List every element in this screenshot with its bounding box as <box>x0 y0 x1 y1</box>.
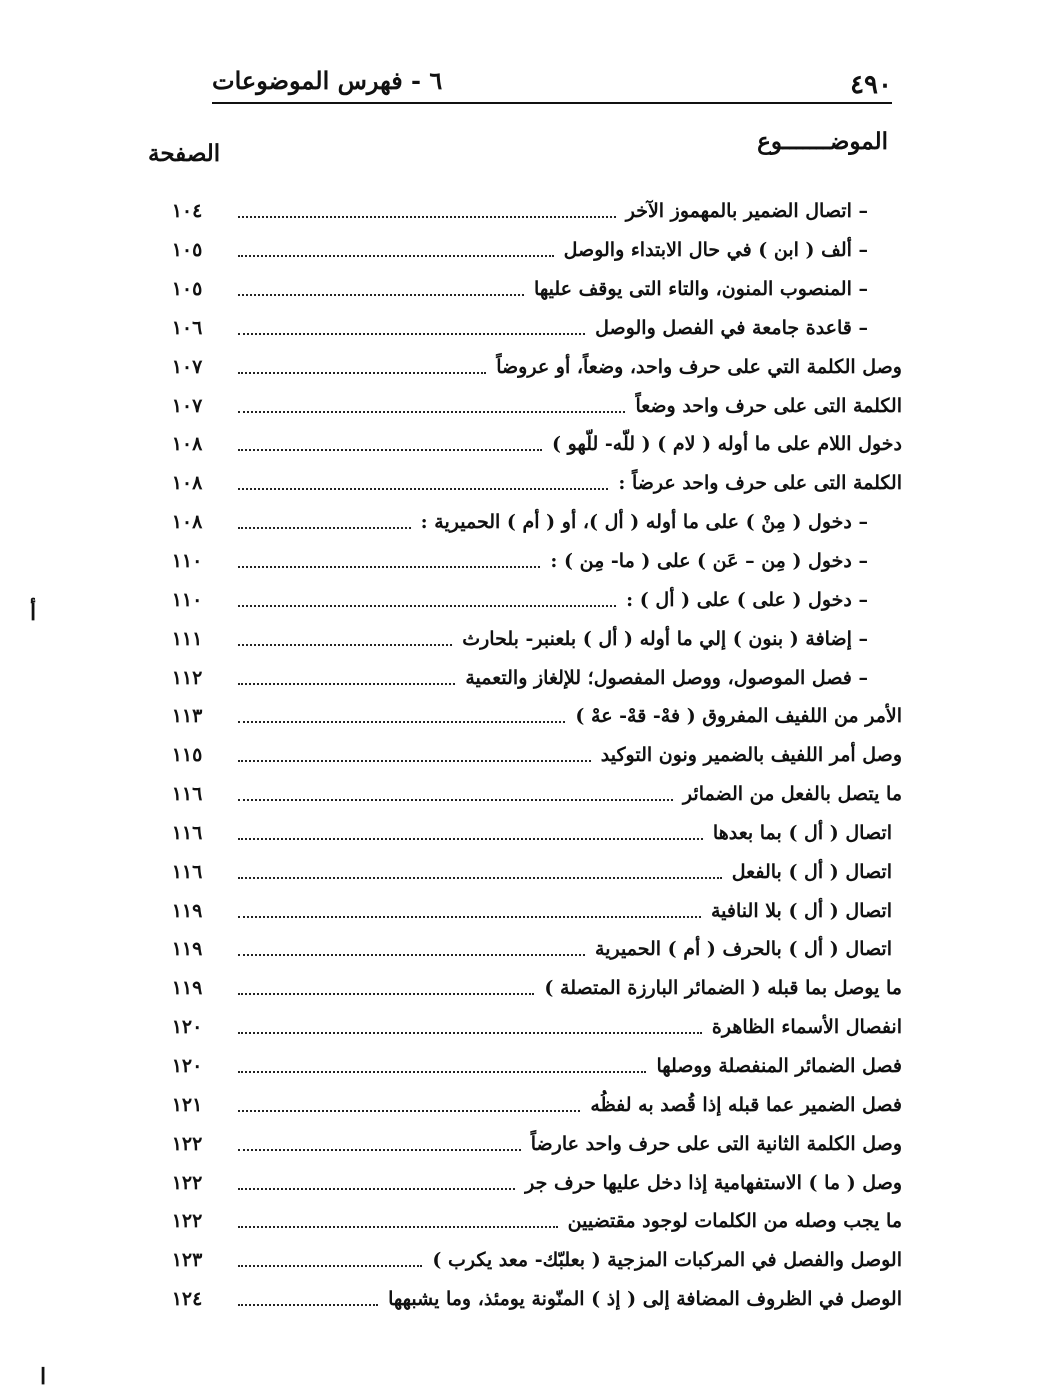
dot-leader <box>238 877 722 879</box>
dot-leader <box>238 799 673 801</box>
toc-entry <box>150 542 902 581</box>
toc-entry <box>150 775 902 814</box>
toc-entry <box>150 697 902 736</box>
toc-entry-title: ما يجب وصله من الكلمات لوجود مقتضيين <box>567 1210 902 1233</box>
toc-entry-page: ١١٣ <box>171 705 203 728</box>
toc-entry <box>150 736 902 775</box>
dot-leader <box>238 1149 521 1151</box>
toc-entry-page: ١١١ <box>171 627 203 650</box>
toc-entry-title: اتصال ( أل ) بما بعدها <box>712 821 892 844</box>
toc-entry <box>150 852 902 891</box>
toc-entry <box>150 1047 902 1086</box>
toc-entry-title: ما يوصل بما قبله ( الضمائر البارزة المتصلة ) <box>544 977 902 1000</box>
toc-entry-page: ١١٦ <box>171 860 203 883</box>
toc-entry <box>150 1241 902 1280</box>
toc-entry-page: ١٢٢ <box>171 1171 203 1194</box>
dot-leader <box>238 1032 702 1034</box>
toc-entry-title: – دخول ( على ) على ( أل ) : <box>626 588 868 611</box>
dot-leader <box>238 721 565 723</box>
toc-entry-title: الكلمة التى على حرف واحد وضعاً <box>635 394 902 417</box>
toc-entry <box>150 464 902 503</box>
toc-entry-title: الوصل في الظروف المضافة إلى ( إذ ) المنّونة يومئذ، وما يشبهها <box>388 1288 902 1311</box>
toc-entry-title: اتصال ( أل ) بالحرف ( أم ) الحميرية <box>595 938 892 961</box>
toc-entry-title: – إضافة ( بنون ) إلي ما أوله ( أل ) بلعنبر- بلحارث <box>462 627 868 650</box>
column-heading-page: الصفحة <box>148 140 221 167</box>
toc-entry-title: – ألف ( ابن ) في حال الابتداء والوصل <box>563 239 868 262</box>
toc-entry <box>150 309 902 348</box>
toc-entry <box>150 969 902 1008</box>
dot-leader <box>238 527 411 529</box>
dot-leader <box>238 605 616 607</box>
toc-entry-title: فصل الضمائر المنفصلة ووصلها <box>656 1054 902 1077</box>
toc-entry <box>150 814 902 853</box>
toc-entry-page: ١٢١ <box>171 1093 203 1116</box>
toc-entry <box>150 1280 902 1319</box>
toc-entry <box>150 347 902 386</box>
running-title: ٦ - فهرس الموضوعات <box>212 66 452 95</box>
dot-leader <box>238 566 540 568</box>
table-of-contents <box>150 192 902 1318</box>
toc-entry-title: دخول اللام على ما أوله ( لام ) ( للّه- للّهو ) <box>552 433 902 456</box>
toc-entry-title: وصل أمر اللفيف بالضمير ونون التوكيد <box>600 744 902 767</box>
toc-entry-page: ١٠٥ <box>171 278 203 301</box>
dot-leader <box>238 488 608 490</box>
dot-leader <box>238 411 625 413</box>
toc-entry-page: ١١٠ <box>171 588 203 611</box>
dot-leader <box>238 255 554 257</box>
toc-entry-page: ١١٠ <box>171 550 203 573</box>
toc-entry <box>150 386 902 425</box>
dot-leader <box>238 954 585 956</box>
toc-entry-title: الوصل والفصل في المركبات المزجية ( بعلبّك- معد يكرب ) <box>432 1249 902 1272</box>
dot-leader <box>238 916 701 918</box>
running-header <box>212 60 892 104</box>
dot-leader <box>238 216 616 218</box>
toc-entry <box>150 503 902 542</box>
toc-entry <box>150 1202 902 1241</box>
toc-entry-title: – اتصال الضمير بالمهموز الآخر <box>625 200 868 223</box>
toc-entry-page: ١٢٣ <box>171 1249 203 1272</box>
toc-entry-page: ١١٩ <box>171 938 203 961</box>
toc-entry-title: وصل الكلمة الثانية التى على حرف واحد عارضاً <box>530 1132 902 1155</box>
toc-entry-title: – المنصوب المنون، والتاء التى يوقف عليها <box>534 278 868 301</box>
column-heading-topic: الموضـــــــوع <box>757 128 888 155</box>
toc-entry <box>150 891 902 930</box>
toc-entry <box>150 270 902 309</box>
toc-entry <box>150 580 902 619</box>
toc-entry <box>150 1124 902 1163</box>
toc-entry-title: اتصال ( أل ) بلا النافية <box>711 899 892 922</box>
toc-entry-page: ١١٦ <box>171 783 203 806</box>
toc-entry-page: ١٠٦ <box>171 316 203 339</box>
dot-leader <box>238 1110 580 1112</box>
dot-leader <box>238 294 524 296</box>
toc-entry-page: ١٠٨ <box>171 433 203 456</box>
toc-entry-page: ١١٩ <box>171 899 203 922</box>
toc-entry <box>150 658 902 697</box>
toc-entry-page: ١٢٢ <box>171 1210 203 1233</box>
dot-leader <box>238 1304 378 1306</box>
toc-entry-title: – دخول ( مِنْ ) على ما أوله ( أل )، أو ( أم ) الحميرية : <box>420 511 868 534</box>
dot-leader <box>238 1265 422 1267</box>
dot-leader <box>238 449 542 451</box>
dot-leader <box>238 644 452 646</box>
toc-entry <box>150 425 902 464</box>
toc-entry-title: ما يتصل بالفعل من الضمائر <box>682 783 902 806</box>
toc-entry <box>150 1163 902 1202</box>
dot-leader <box>238 993 534 995</box>
toc-entry-page: ١١٥ <box>171 744 203 767</box>
toc-entry-page: ١٢٠ <box>171 1054 203 1077</box>
dot-leader <box>238 838 703 840</box>
toc-entry <box>150 1008 902 1047</box>
toc-entry-page: ١٠٥ <box>171 239 203 262</box>
toc-entry-title: وصل الكلمة التي على حرف واحد، وضعاً، أو عروضاً <box>496 355 902 378</box>
dot-leader <box>238 760 591 762</box>
toc-entry-page: ١٢٢ <box>171 1132 203 1155</box>
toc-entry-page: ١٠٧ <box>171 355 203 378</box>
toc-entry <box>150 192 902 231</box>
toc-entry-title: – فصل الموصول، ووصل المفصول؛ للإلغاز والتعمية <box>465 666 868 689</box>
page-number: ٤٩٠ <box>842 70 892 100</box>
toc-entry-title: – دخول ( مِن – عَن ) على ( ما- مِن ) : <box>550 550 868 573</box>
margin-mark: أ <box>30 600 37 626</box>
toc-entry <box>150 930 902 969</box>
toc-entry-page: ١٠٨ <box>171 472 203 495</box>
toc-entry <box>150 619 902 658</box>
toc-entry-page: ١٠٤ <box>171 200 203 223</box>
toc-entry-title: وصل ( ما ) الاستفهامية إذا دخل عليها حرف جر <box>525 1171 902 1194</box>
toc-entry-page: ١٠٧ <box>171 394 203 417</box>
toc-entry-title: الأمر من اللفيف المفروق ( فهْ- قهْ- عهْ ) <box>575 705 902 728</box>
toc-entry-title: الكلمة التى على حرف واحد عرضاً : <box>618 472 902 495</box>
toc-entry-title: اتصال ( أل ) بالفعل <box>731 860 892 883</box>
toc-entry-title: انفصال الأسماء الظاهرة <box>711 1016 902 1039</box>
toc-entry-page: ١٢٠ <box>171 1016 203 1039</box>
toc-entry-page: ١١٦ <box>171 821 203 844</box>
toc-entry-page: ١٠٨ <box>171 511 203 534</box>
toc-entry-page: ١١٩ <box>171 977 203 1000</box>
dot-leader <box>238 683 455 685</box>
toc-entry-page: ١١٢ <box>171 666 203 689</box>
toc-entry-title: فصل الضمير عما قبله إذا قُصد به لفظُه <box>590 1093 902 1116</box>
dot-leader <box>238 372 486 374</box>
margin-mark: ا <box>40 1364 47 1390</box>
dot-leader <box>238 1188 515 1190</box>
toc-entry-page: ١٢٤ <box>171 1288 203 1311</box>
toc-entry <box>150 231 902 270</box>
dot-leader <box>238 333 585 335</box>
dot-leader <box>238 1071 646 1073</box>
toc-entry-title: – قاعدة جامعة في الفصل والوصل <box>595 316 868 339</box>
toc-entry <box>150 1085 902 1124</box>
dot-leader <box>238 1226 558 1228</box>
